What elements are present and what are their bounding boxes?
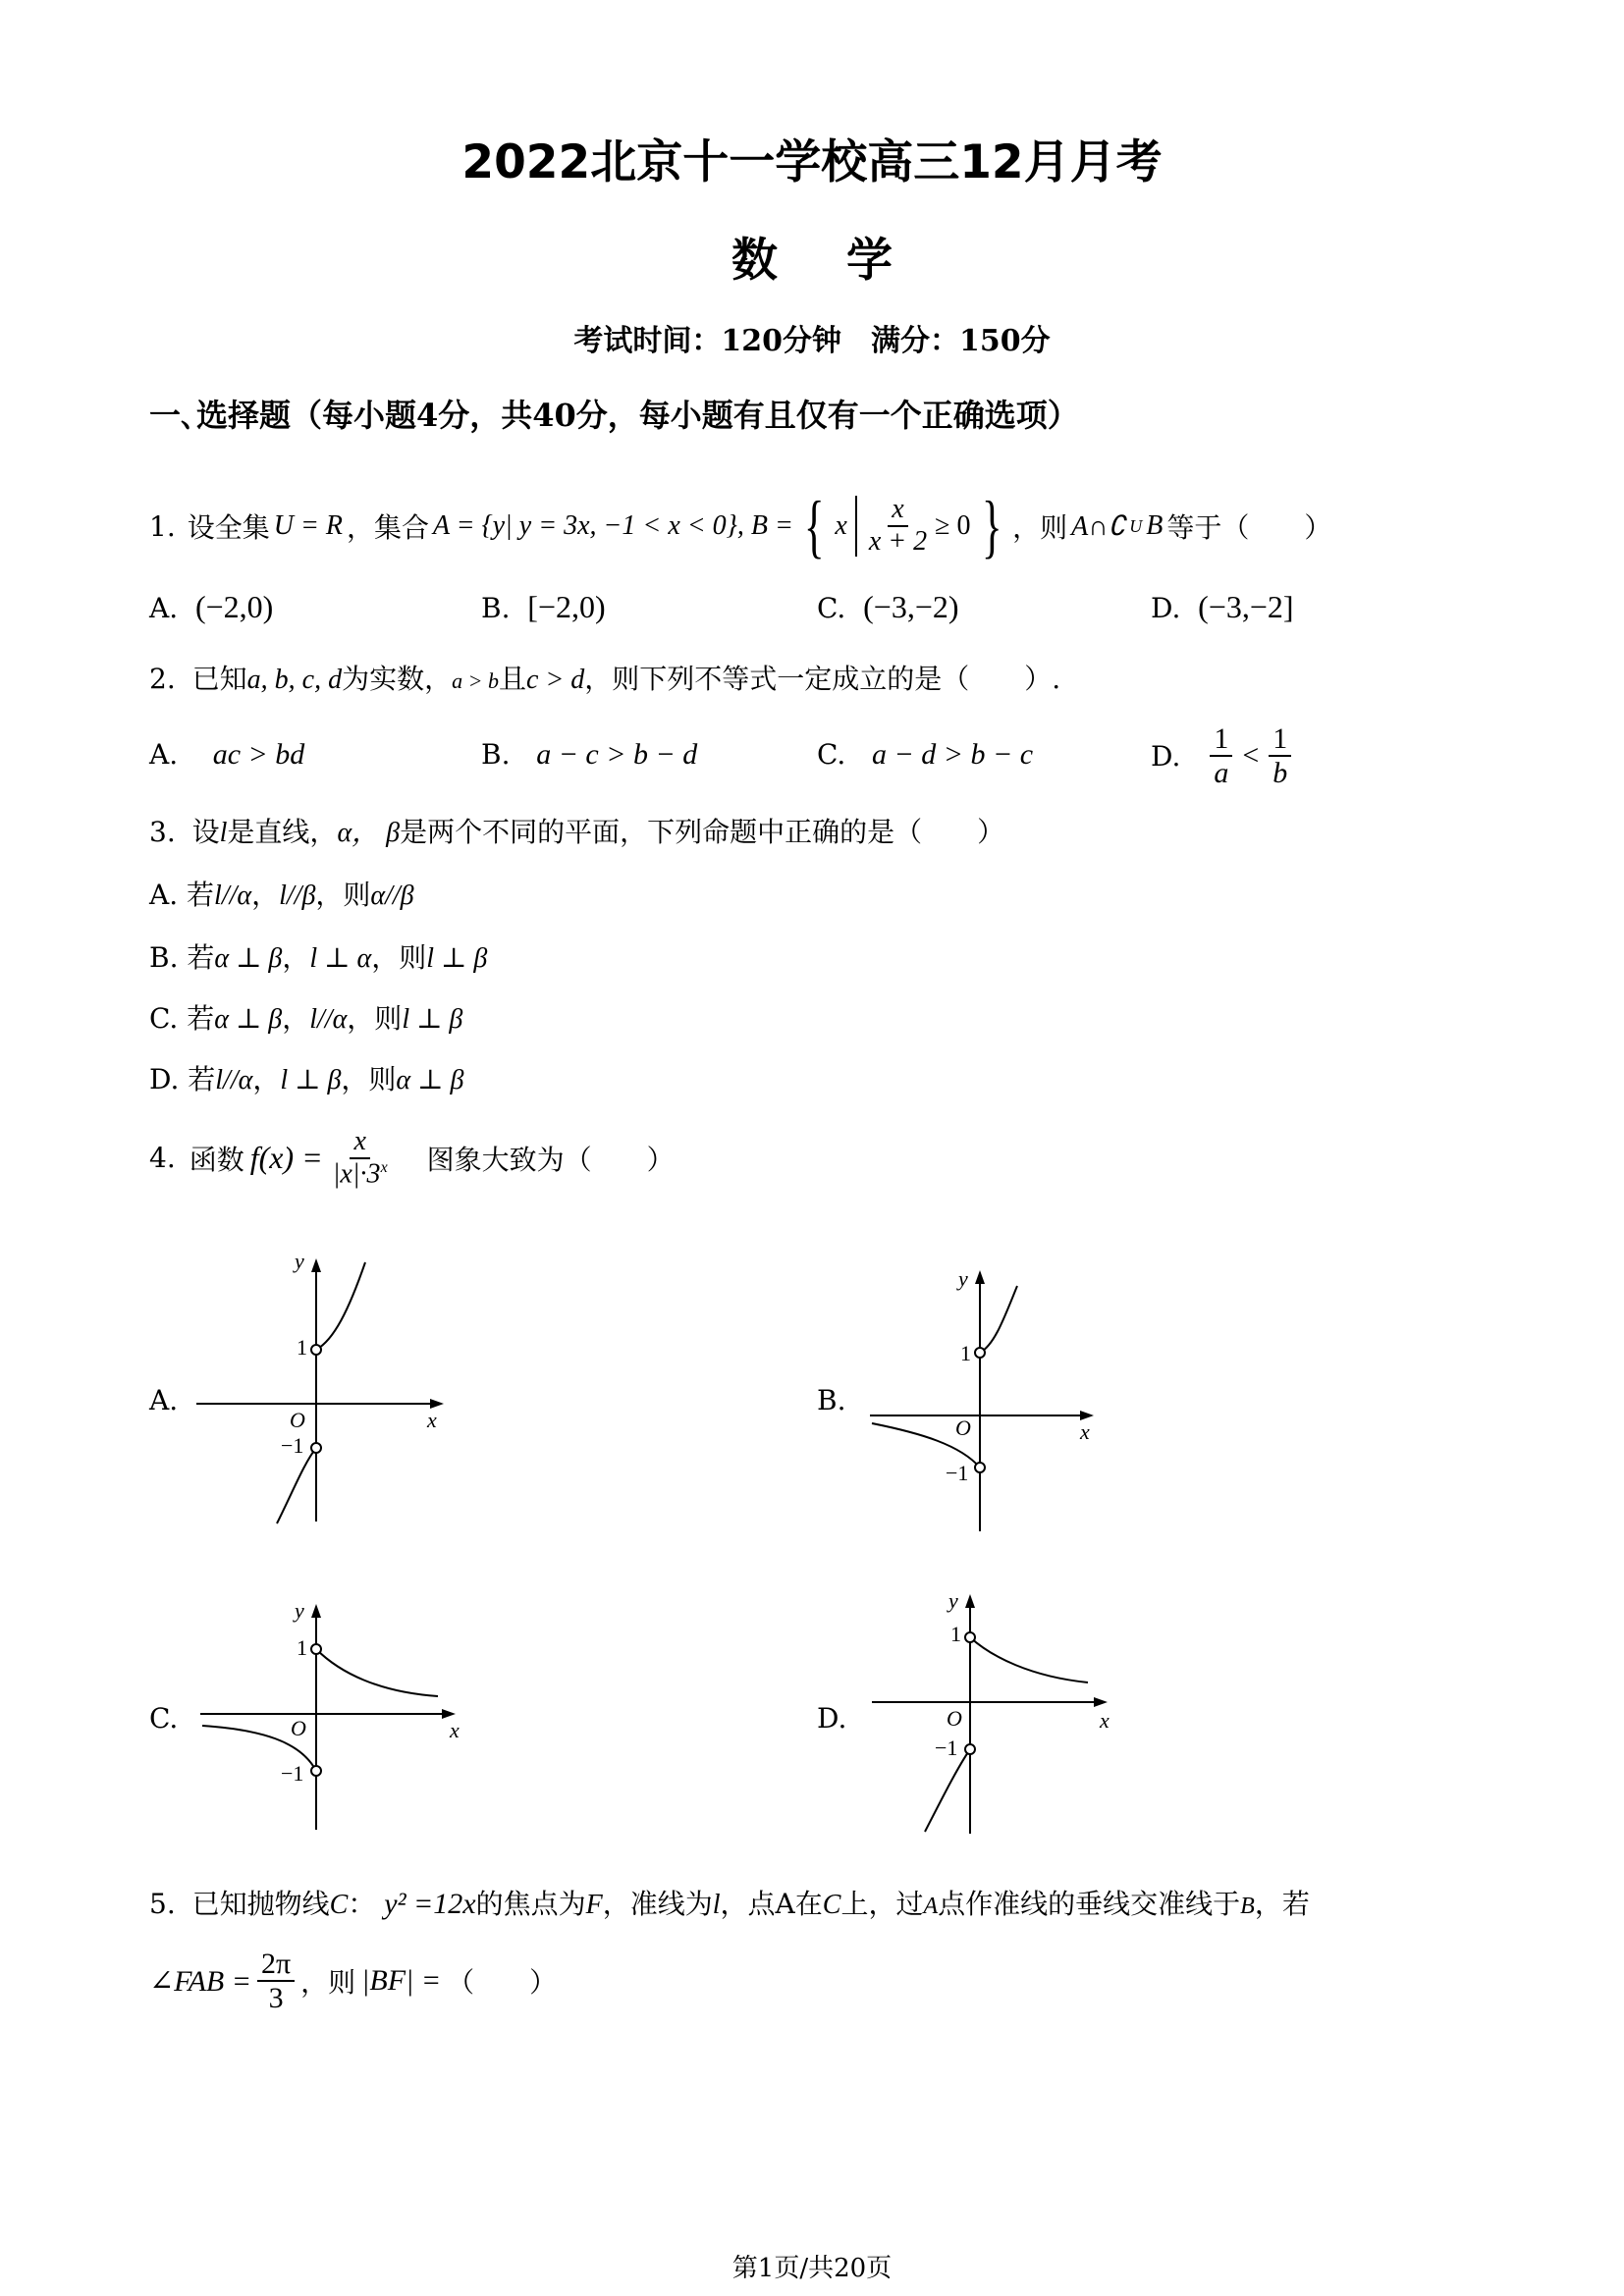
q2-option-c: C. a − d > b − c [817, 738, 1034, 771]
svg-text:1: 1 [960, 1341, 971, 1365]
graph-c [192, 1594, 477, 1840]
math-expr: ≥ 0 [935, 510, 971, 541]
graph-a [187, 1247, 501, 1541]
graph-a-label: A. [149, 1384, 179, 1416]
svg-text:y: y [958, 1266, 968, 1291]
page-footer: 第1页/共20页 [731, 2254, 893, 2283]
question-5-line2: ∠FAB = $\frac{2\pi}{3}$ ，则 |BF| = （ ） [149, 1948, 558, 2014]
math-subscript: U [1129, 515, 1143, 536]
question-text: 设全集 [187, 511, 270, 544]
section-heading: 一､选择题（每小题4分，共40分，每小题有且仅有一个正确选项） [149, 397, 1079, 434]
question-3: 3. 设l是直线，α， β是两个不同的平面，下列命题中正确的是（ ） [149, 816, 1005, 848]
q3-option-c: C. 若α ⊥ β，l//α，则l ⊥ β [149, 1002, 463, 1035]
fraction: $\frac{x}{|x|\cdot 3^x}$ [332, 1126, 388, 1190]
brace-left: { [803, 487, 825, 565]
graph-d-label: D. [817, 1702, 847, 1735]
question-text: 等于（ ） [1166, 511, 1332, 544]
q2-option-b: B. a − c > b − d [481, 738, 698, 771]
math-expr: A = {y| y = 3x, −1 < x < 0}, B = [432, 510, 793, 541]
q2-option-a: A. ac > bd [149, 738, 305, 771]
math-expr: B [1146, 510, 1164, 541]
math-expr: U = R [273, 510, 343, 541]
q1-option-d: D. (−3,−2] [1151, 589, 1294, 624]
tick-neg1: −1 [281, 1433, 304, 1458]
svg-text:−1: −1 [946, 1461, 969, 1485]
svg-text:O: O [291, 1716, 306, 1740]
question-5: 5. 已知抛物线C： y² =12x的焦点为F，准线为l，点A在C上，过A点作准线的垂线交准线于B，若 [149, 1888, 1310, 1920]
svg-text:x: x [450, 1718, 460, 1742]
page-title: 2022北京十一学校高三12月月考 [461, 135, 1163, 189]
q2-option-d: D. $\frac{1}{a}$ < $\frac{1}{b}$ [1151, 722, 1291, 789]
q3-option-a: A. 若l//α，l//β，则α//β [149, 879, 414, 911]
svg-text:y: y [295, 1598, 304, 1623]
question-number: 1. [149, 509, 176, 543]
q3-option-d: D. 若l//α，l ⊥ β，则α ⊥ β [149, 1063, 464, 1095]
math-expr: A∩∁ [1071, 511, 1126, 542]
graph-c-label: C. [149, 1702, 179, 1735]
fraction: $\frac{x}{x + 2}$ [868, 494, 928, 557]
math-var: x [835, 510, 847, 541]
q3-option-b: B. 若α ⊥ β，l ⊥ α，则l ⊥ β [149, 941, 488, 974]
svg-text:O: O [955, 1415, 971, 1440]
question-text: ，集合 [346, 511, 429, 544]
origin-label: O [290, 1408, 305, 1432]
q1-option-a: A. (−2,0) [149, 589, 274, 624]
question-text: ，则 [1012, 511, 1068, 544]
fraction: $\frac{2\pi}{3}$ [257, 1948, 295, 2014]
subject-title: 数学 [731, 234, 961, 288]
question-2: 2. 已知a, b, c, d为实数，a > b且c > d，则下列不等式一定成立的是（ ）. [149, 663, 1061, 695]
q1-option-c: C. (−3,−2) [817, 589, 959, 624]
question-4: 4. 函数 f(x) = $\frac{x}{|x|\cdot 3^x}$ 图象大致为（ ） [149, 1126, 675, 1190]
svg-text:−1: −1 [281, 1761, 304, 1786]
graph-b-label: B. [817, 1384, 846, 1416]
fraction: $\frac{1}{b}$ [1269, 722, 1291, 789]
fraction: $\frac{1}{a}$ [1210, 722, 1232, 789]
svg-text:O: O [947, 1706, 962, 1731]
svg-text:x: x [1080, 1419, 1090, 1444]
svg-text:−1: −1 [935, 1735, 958, 1760]
graph-d [864, 1586, 1119, 1842]
svg-text:1: 1 [950, 1622, 961, 1646]
svg-text:1: 1 [297, 1635, 307, 1660]
y-axis-label: y [295, 1249, 304, 1273]
set-divider [855, 496, 857, 557]
q1-option-b: B. [−2,0) [481, 589, 606, 624]
svg-text:y: y [948, 1588, 958, 1613]
x-axis-label: x [427, 1408, 437, 1432]
svg-text:x: x [1100, 1708, 1110, 1733]
exam-info: 考试时间：120分钟 满分：150分 [573, 324, 1051, 358]
tick-1: 1 [297, 1335, 307, 1360]
graph-b [862, 1258, 1117, 1543]
question-1 [149, 487, 1332, 565]
brace-right: } [981, 487, 1002, 565]
